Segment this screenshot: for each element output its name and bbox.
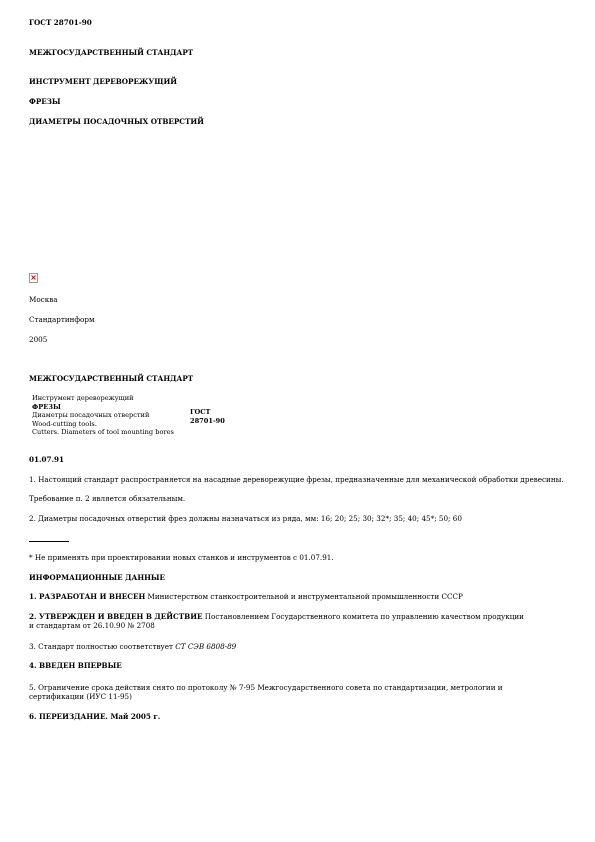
body-paragraph-1: 1. Настоящий стандарт распространяется на насадные дереворежущие фрезы, предназначенные для механической обработки древесины. <box>29 475 564 484</box>
info-item-1-label: 1. РАЗРАБОТАН И ВНЕСЕН <box>29 592 146 601</box>
info-heading: ИНФОРМАЦИОННЫЕ ДАННЫЕ <box>29 573 166 582</box>
standard-heading: МЕЖГОСУДАРСТВЕННЫЙ СТАНДАРТ <box>29 374 194 383</box>
info-item-3 <box>29 642 236 651</box>
title-block-names <box>32 394 174 437</box>
info-item-5-a: 5. Ограничение срока действия снято по протоколу № 7-95 Межгосударственного совета по стандартизации, метрологии и <box>29 683 503 692</box>
footnote-divider <box>29 541 69 542</box>
body-paragraph-2: Требование п. 2 является обязательным. <box>29 494 186 503</box>
footnote: * Не применять при проектировании новых станков и инструментов с 01.07.91. <box>29 553 334 562</box>
code-line1: ГОСТ <box>190 408 211 416</box>
subject-heading: ФРЕЗЫ <box>29 97 61 106</box>
title-ru-line1: Инструмент дереворежущий <box>32 394 134 402</box>
standard-type: МЕЖГОСУДАРСТВЕННЫЙ СТАНДАРТ <box>29 48 194 57</box>
info-item-2-text-a: Постановлением Государственного комитета по управлению качеством продукции <box>202 612 524 621</box>
title-heading: ДИАМЕТРЫ ПОСАДОЧНЫХ ОТВЕРСТИЙ <box>29 117 204 126</box>
info-item-1 <box>29 592 463 601</box>
info-item-6: 6. ПЕРЕИЗДАНИЕ. Май 2005 г. <box>29 712 161 721</box>
info-item-1-text: Министерством станкостроительной и инструментальной промышленности СССР <box>145 592 463 601</box>
title-en-line2: Cutters. Diameters of tool mounting bores <box>32 428 174 437</box>
title-block-code <box>190 408 225 425</box>
doc-number: ГОСТ 28701-90 <box>29 18 92 27</box>
info-item-2-cont: и стандартам от 26.10.90 № 2708 <box>29 621 155 630</box>
info-item-3-text: 3. Стандарт полностью соответствует <box>29 642 176 651</box>
info-item-5-b: сертификации (ИУС 11-95) <box>29 692 132 701</box>
code-line2: 28701-90 <box>190 416 225 425</box>
info-item-3-ref: СТ СЭВ 6808-89 <box>175 642 237 651</box>
imprint-publisher: Стандартинформ <box>29 315 95 324</box>
title-ru-line2: ФРЕЗЫ <box>32 402 61 411</box>
info-item-2 <box>29 612 524 621</box>
info-item-2-label: 2. УТВЕРЖДЕН И ВВЕДЕН В ДЕЙСТВИЕ <box>29 612 203 621</box>
body-paragraph-3: 2. Диаметры посадочных отверстий фрез должны назначаться из ряда, мм: 16; 20; 25; 30; 32*; 35; 40; 45*; 50; 60 <box>29 514 462 523</box>
broken-image-icon <box>29 273 38 283</box>
title-en-line1: Wood-cutting tools. <box>32 419 97 428</box>
tool-heading: ИНСТРУМЕНТ ДЕРЕВОРЕЖУЩИЙ <box>29 77 178 86</box>
effective-date: 01.07.91 <box>29 455 65 464</box>
title-ru-line3: Диаметры посадочных отверстий <box>32 411 150 420</box>
imprint-city: Москва <box>29 295 58 304</box>
imprint-year: 2005 <box>29 335 48 344</box>
info-item-4: 4. ВВЕДЕН ВПЕРВЫЕ <box>29 661 122 670</box>
